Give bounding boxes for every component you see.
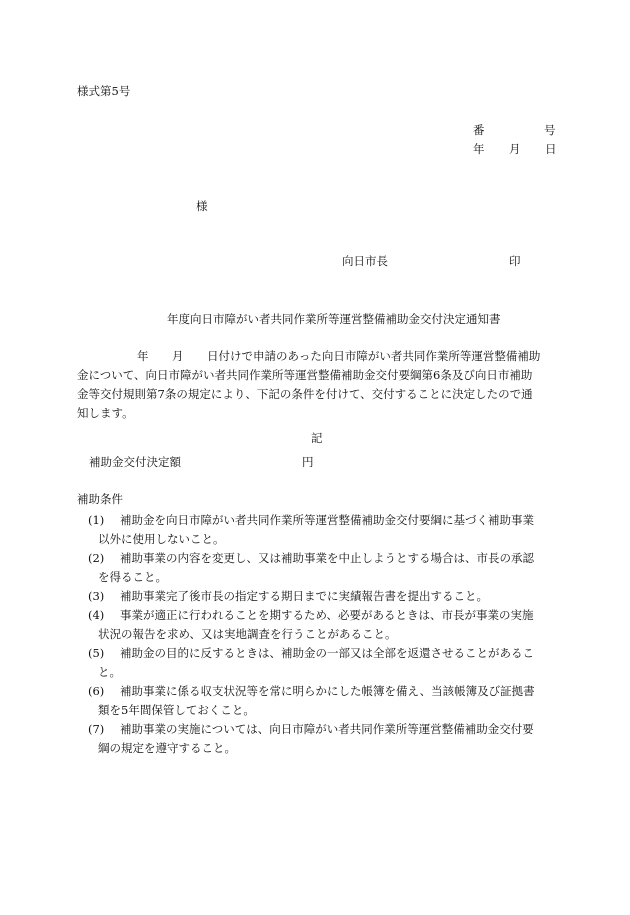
body-line-1: 日付けで申請のあった向日市障がい者共同作業所等運営整備補助 [207, 349, 541, 363]
grant-amount-unit: 円 [302, 455, 314, 469]
condition-text-line1: 補助金の目的に反するときは、補助金の一部又は全部を返還させることがあるこ [120, 646, 534, 660]
body-line-4: 知します。 [77, 406, 134, 420]
condition-text-line2: 状況の報告を求め、又は実地調査を行うことがあること。 [98, 627, 397, 641]
condition-number: (3) [88, 589, 105, 603]
body-line-3: 金等交付規則第7条の規定により、下記の条件を付けて、交付することに決定したので通 [77, 387, 533, 401]
condition-item [88, 720, 563, 758]
condition-number: (5) [88, 646, 105, 660]
ki-heading: 記 [311, 431, 323, 445]
condition-text-line1: 補助事業の実施については、向日市障がい者共同作業所等運営整備補助金交付要 [120, 722, 534, 736]
condition-number: (2) [88, 551, 105, 565]
body-year-label: 年 [137, 349, 149, 363]
condition-number: (4) [88, 608, 105, 622]
condition-text-line2: と。 [98, 665, 121, 679]
seal-mark: 印 [509, 254, 521, 268]
form-number: 様式第5号 [77, 84, 131, 98]
body-line-2: 金について、向日市障がい者共同作業所等運営整備補助金交付要綱第6条及び向日市補助 [77, 368, 533, 382]
condition-item [88, 511, 563, 549]
body-month-label: 月 [172, 349, 184, 363]
condition-number: (1) [88, 513, 105, 527]
sender-title: 向日市長 [342, 254, 388, 268]
document-number-suffix: 号 [544, 123, 556, 137]
condition-text-line2: を得ること。 [98, 570, 167, 584]
document-title: 年度向日市障がい者共同作業所等運営整備補助金交付決定通知書 [167, 312, 501, 326]
condition-number: (7) [88, 722, 105, 736]
addressee-suffix: 様 [196, 199, 208, 213]
condition-text-line2: 綱の規定を遵守すること。 [98, 741, 236, 755]
condition-item [88, 682, 563, 720]
condition-text-line2: 以外に使用しないこと。 [98, 532, 225, 546]
date-day-label: 日 [545, 142, 557, 156]
date-year-label: 年 [473, 142, 485, 156]
body-paragraph [77, 347, 559, 423]
condition-item [88, 549, 563, 587]
condition-item [88, 606, 563, 644]
conditions-heading: 補助条件 [77, 492, 123, 506]
condition-text-line1: 事業が適正に行われることを期するため、必要があるときは、市長が事業の実施 [120, 608, 534, 622]
condition-text-line1: 補助事業の内容を変更し、又は補助事業を中止しようとする場合は、市長の承認 [120, 551, 534, 565]
document-number-label: 番 [473, 123, 485, 137]
condition-number: (6) [88, 684, 105, 698]
condition-text-line1: 補助金を向日市障がい者共同作業所等運営整備補助金交付要綱に基づく補助事業 [120, 513, 534, 527]
condition-text-line1: 補助事業に係る収支状況等を常に明らかにした帳簿を備え、当該帳簿及び証拠書 [120, 684, 535, 698]
grant-amount-label: 補助金交付決定額 [89, 455, 181, 469]
condition-text-line1: 補助事業完了後市長の指定する期日までに実績報告書を提出すること。 [120, 589, 488, 603]
date-month-label: 月 [509, 142, 521, 156]
conditions-list [88, 511, 563, 758]
condition-item [88, 587, 563, 606]
condition-item [88, 644, 563, 682]
condition-text-line2: 類を5年間保管しておくこと。 [98, 703, 255, 717]
